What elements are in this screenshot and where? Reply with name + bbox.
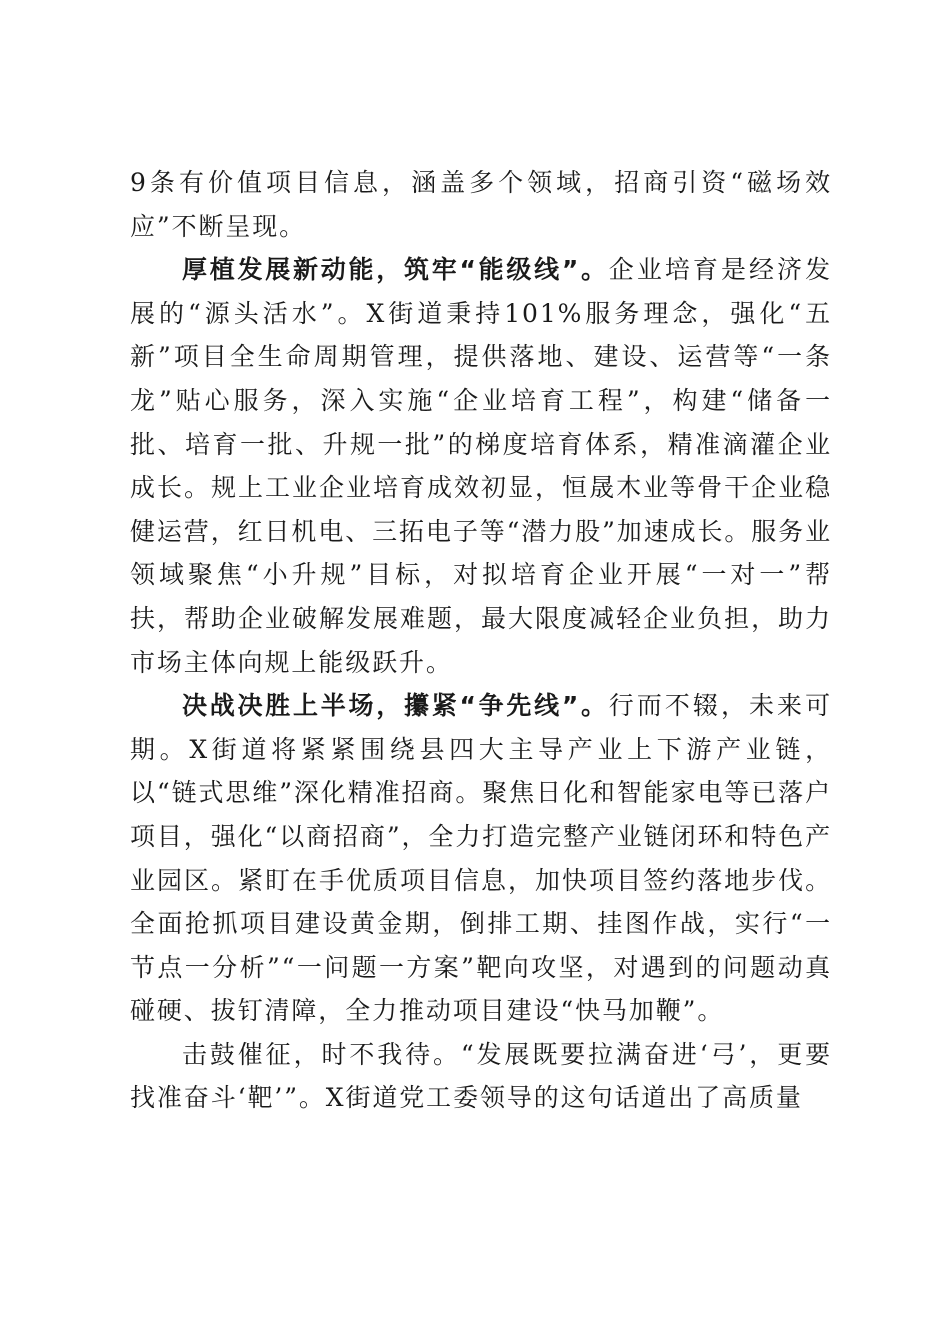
paragraph-heading: 决战决胜上半场，攥紧“争先线”。 (182, 691, 609, 721)
paragraph-heading: 厚植发展新动能，筑牢“能级线”。 (182, 255, 609, 285)
paragraph-text: 9条有价值项目信息，涵盖多个领域，招商引资“磁场效应”不断呈现。 (130, 168, 832, 241)
paragraph-closing (130, 1033, 832, 1120)
paragraph-text: 行而不辍，未来可期。X街道将紧紧围绕县四大主导产业上下游产业链，以“链式思维”深化精准招商。聚焦日化和智能家电等已落户项目，强化“以商招商”，全力打造完整产业链闭环和特色产业园区。紧盯在手优质项目信息，加快项目签约落地步伐。全面抢抓项目建设黄金期，倒排工期、挂图作战，实行“一节点一分析”“一问题一方案”靶向攻坚，对遇到的问题动真碰硬、拔钉清障，全力推动项目建设“快马加鞭”。 (130, 691, 832, 1026)
paragraph-continuation (130, 161, 832, 248)
paragraph-first-half-push (130, 684, 832, 1033)
document-body (130, 161, 832, 1120)
paragraph-text: 击鼓催征，时不我待。“发展既要拉满奋进‘弓’，更要找准奋斗‘靶’”。X街道党工委领导的这句话道出了高质量 (130, 1039, 832, 1113)
paragraph-text: 企业培育是经济发展的“源头活水”。X街道秉持101%服务理念，强化“五新”项目全生命周期管理，提供落地、建设、运营等“一条龙”贴心服务，深入实施“企业培育工程”，构建“储备一批、培育一批、升规一批”的梯度培育体系，精准滴灌企业成长。规上工业企业培育成效初显，恒晟木业等骨干企业稳健运营，红日机电、三拓电子等“潜力股”加速成长。服务业领域聚焦“小升规”目标，对拟培育企业开展“一对一”帮扶，帮助企业破解发展难题，最大限度减轻企业负担，助力市场主体向规上能级跃升。 (130, 255, 832, 677)
paragraph-enterprise-cultivation (130, 248, 832, 684)
